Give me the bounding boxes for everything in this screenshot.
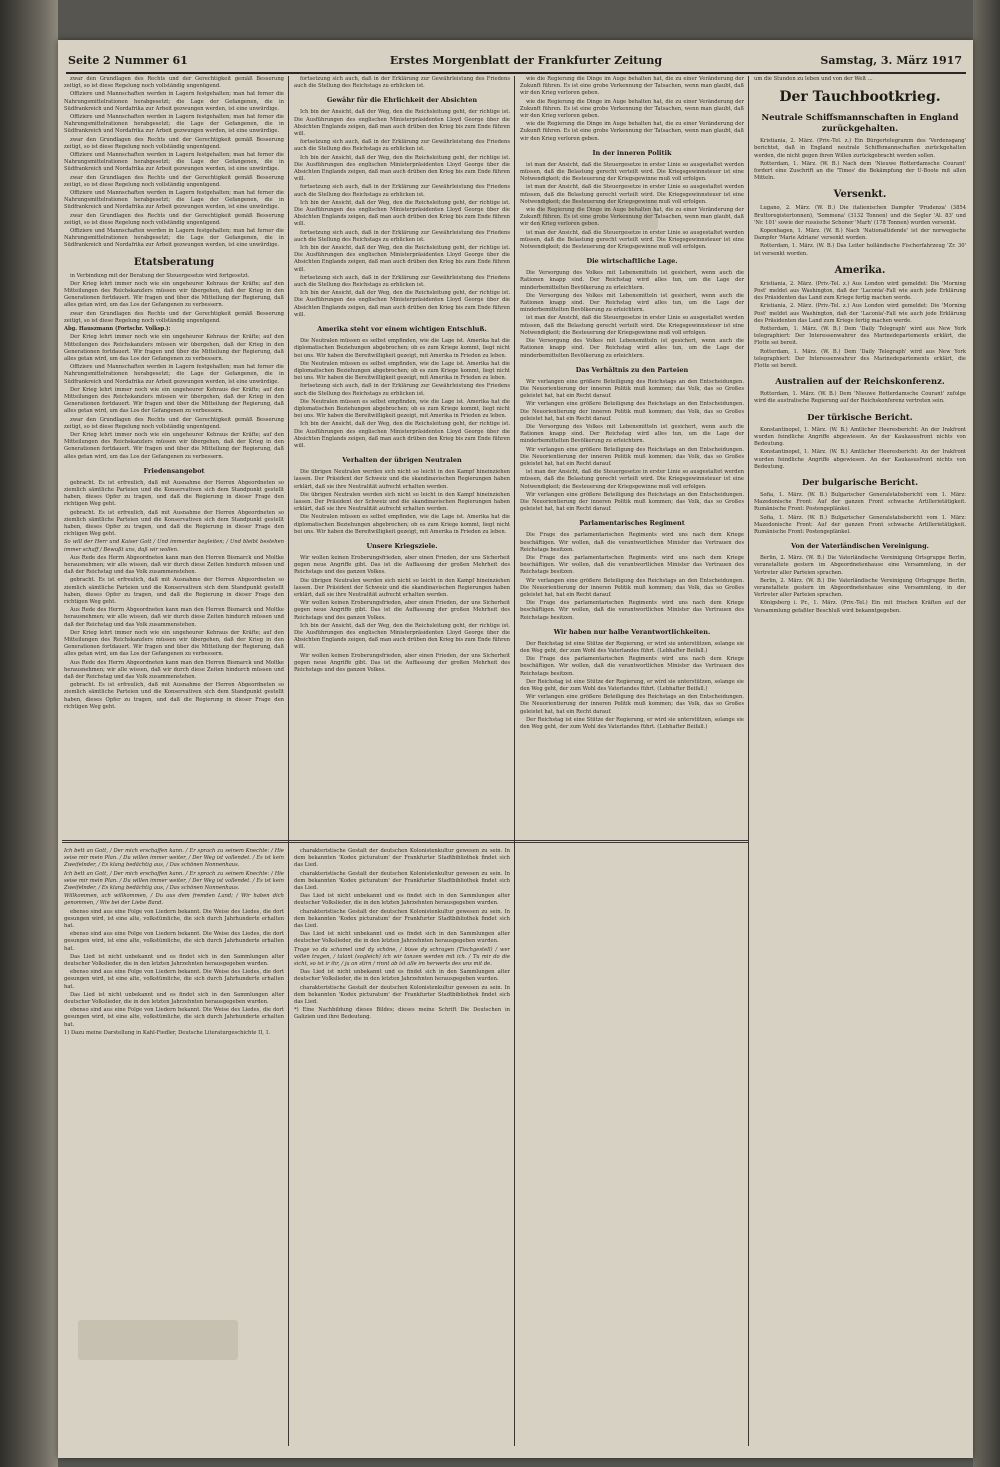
article-paragraph: Offiziere und Mannschaften werden in Lagern festgehalten; man hat ferner die Nahrungsmittelrationen herabgesetzt; die Lage der Gefangenen, die in Südfrankreich und Nordafrika zur Arbeit gezwungen werden, ist eine unwürdige. [64, 190, 284, 211]
news-item: Rotterdam, 1. März. (W. B.) Dem 'Daily Telegraph' wird aus New York telegraphiert: Der Interessenwahrer des Marinedepartements erklärt, die Flotte sei bereit. [754, 326, 966, 347]
article-paragraph: fortsetzung sich auch, daß in der Erklärung zur Gewährleistung des Friedens auch die Stellung des Reichstags zu erblicken ist. [294, 139, 510, 153]
article-paragraph: Der Krieg lehrt immer noch wie ein ungeheurer Kehraus der Kräfte; auf den Mitteilungen des Reichskanzlers müssen wir übergehen, daß der Krieg in den Generationen fortdauert. Wir fragen und über die Mitteilung der Regierung, daß alles getan wird, um das Los der Gefangenen zu verbessern. [64, 334, 284, 362]
news-item: Sofia, 1. März. (W. B.) Bulgarischer Generalstabsbericht vom 1. März: Mazedonische Front: Auf der ganzen Front schwache Artillerietätigkeit. Rumänische Front: Postengeplänkel. [754, 514, 966, 535]
newspaper-page [58, 40, 973, 1458]
column-rule [288, 76, 289, 1446]
section-heading: Australien auf der Reichskonferenz. [775, 376, 945, 387]
speaker-name: Abg. Hauszmann (Fortschr. Volksp.): [64, 326, 171, 333]
section-heading: Der Tauchbootkrieg. [779, 89, 941, 106]
verse-quote: Trage vo da schamel und dy schöne, / bisse dy schragen (Tischgestell) / wer vollen tragen, / talant (sogleich) ich wir tanzen werden mit ich. / Tu mir do die sicht, so ist ir ihr, / ja an stirn / rinnt ab ist alle im herwerts des uns mit de. [294, 946, 510, 968]
article-paragraph: Der Reichstag ist eine Stütze der Regierung, er wird sie unterstützen, solange sie den Weg geht, der zum Wohl des Vaterlandes führt. (Lebhafter Beifall.) [520, 716, 744, 731]
article-paragraph: Der Krieg lehrt immer noch wie ein ungeheurer Kehraus der Kräfte; auf den Mitteilungen des Reichskanzlers müssen wir übergehen, daß der Krieg in den Generationen fortdauert. Wir fragen und über die Mitteilung der Regierung, daß alles getan wird, um das Los der Gefangenen zu verbessern. [64, 629, 284, 658]
article-paragraph: um die Stunden zu leben und von der Welt ... [754, 76, 873, 82]
article-paragraph: wie die Regierung die Dinge im Auge behalten hat, die zu einer Veränderung der Zukunft führen. Es ist eine grobe Verkennung der Tatsachen, wenn man glaubt, daß wir den Krieg verloren geben. [520, 121, 744, 142]
article-paragraph: Wir wollen keinen Eroberungsfrieden, aber einen Frieden, der uns Sicherheit gegen neue Angriffe gibt. Das ist die Auffassung der großen Mehrheit des Reichstags und des ganzen Volkes. [294, 652, 510, 674]
article-paragraph: ist man der Ansicht, daß die Steuergesetze in erster Linie so ausgestaltet werden müssen, daß die Belastung gerecht verteilt wird. Die Kriegsgewinnsteuer ist eine Notwendigkeit; die Besteuerung der Kriegsgewinne muß voll erfolgen. [520, 161, 744, 183]
article-paragraph: ist man der Ansicht, daß die Steuergesetze in erster Linie so ausgestaltet werden müssen, daß die Belastung gerecht verteilt wird. Die Kriegsgewinnsteuer ist eine Notwendigkeit; die Besteuerung der Kriegsgewinne muß voll erfolgen. [520, 315, 744, 336]
article-paragraph: zwar den Grundlagen des Rechts und der Gerechtigkeit gemäß Besserung zeitigt, so ist diese Regelung noch vollständig ungenügend. [64, 136, 284, 150]
news-item: Konstantinopel, 1. März. (W. B.) Amtlicher Heeresbericht: An der Irakfront wurden feindliche Angriffe abgewiesen. An der Kaukasusfront nichts von Bedeutung. [754, 449, 966, 470]
feuilleton-paragraph: Das Lied ist nicht unbekannt und es findet sich in den Sammlungen alter deutscher Volkslieder, die in den letzten Jahrzehnten herausgegeben wurden. [64, 991, 284, 1006]
news-item: Lugano, 2. März. (W. B.) Die italienischen Dampfer 'Prudenza' (3854 Bruttoregistertonnen), 'Sommena' (3132 Tonnen) und die Segler 'Al. 83' und 'Nr. 101' sowie der russische Schoner 'Marh' (178 Tonnen) wurden versenkt. [754, 205, 966, 226]
article-paragraph: zwar den Grundlagen des Rechts und der Gerechtigkeit gemäß Besserung zeitigt, so ist diese Regelung noch vollständig ungenügend. [64, 174, 284, 188]
article-paragraph: gebracht. Es ist erfreulich, daß mit Ausnahme der Herren Abgeordneten so ziemlich sämtliche Parteien und die Konservativen sich dem Standpunkt gestellt haben, dieses Opfer zu tragen, und daß die Regierung in dieser Frage den richtigen Weg geht. [64, 577, 284, 605]
column-3 [520, 76, 744, 1446]
article-paragraph: Ich bin der Ansicht, daß der Weg, den die Reichsleitung geht, der richtige ist. Die Ausführungen des englischen Ministerpräsidenten Lloyd George über die Absichten Englands zeigen, daß man auch drüben den Krieg bis zum Ende führen will. [294, 199, 510, 228]
article-paragraph: ist man der Ansicht, daß die Steuergesetze in erster Linie so ausgestaltet werden müssen, daß die Belastung gerecht verteilt wird. Die Kriegsgewinnsteuer ist eine Notwendigkeit; die Besteuerung der Kriegsgewinne muß voll erfolgen. [520, 229, 744, 251]
article-paragraph: Aus Rede des Herrn Abgeordneten kann man den Herren Bismarck und Moltke herausnehmen; wir alle wissen, daß wir durch diese Zeiten hindurch müssen und daß der Reichstag und das Volk zusammenstehen. [64, 607, 284, 628]
article-paragraph: fortsetzung sich auch, daß in der Erklärung zur Gewährleistung des Friedens auch die Stellung des Reichstags zu erblicken ist. [294, 76, 510, 90]
section-heading: Amerika. [834, 264, 886, 276]
article-paragraph: Wir verlangen eine größere Beteiligung des Reichstags an den Entscheidungen. Die Neuorientierung der inneren Politik muß kommen; das Volk, das so Großes geleistet hat, hat ein Recht darauf. [520, 401, 744, 422]
news-item: Rotterdam, 1. März. (W. B.) Dem 'Nieuwe Rotterdamsche Courant' zufolge wird die australische Regierung auf der Reichskonferenz vertreten sein. [754, 391, 966, 405]
article-paragraph: Wir wollen keinen Eroberungsfrieden, aber einen Frieden, der uns Sicherheit gegen neue Angriffe gibt. Das ist die Auffassung der großen Mehrheit des Reichstags und des ganzen Volkes. [294, 554, 510, 576]
article-paragraph: fortsetzung sich auch, daß in der Erklärung zur Gewährleistung des Friedens auch die Stellung des Reichstags zu erblicken ist. [294, 274, 510, 289]
article-paragraph: wie die Regierung die Dinge im Auge behalten hat, die zu einer Veränderung der Zukunft führen. Es ist eine grobe Verkennung der Tatsachen, wenn man glaubt, daß wir den Krieg verloren geben. [520, 207, 744, 228]
feuilleton-paragraph: charakteristische Gestalt der deutschen Kolonistenkultur gewesen zu sein. In dem bekannten 'Kodex picturatum' der Frankfurter Stadtbibliothek findet sich das Lied. [294, 908, 510, 930]
article-paragraph: zwar den Grundlagen des Rechts und der Gerechtigkeit gemäß Besserung zeitigt, so ist diese Regelung noch vollständig ungenügend. [64, 76, 284, 90]
feuilleton-paragraph: ebenso sind aus eine Folge von Liedern bekannt. Die Weise des Liedes, die dort gesungen wird, ist eine alte, volkstümliche, die sich durch Jahrhunderte erhalten hat. [64, 908, 284, 930]
news-item: Kopenhagen, 1. März. (W. B.) Nach 'Nationaltidende' ist der norwegische Dampfer 'Marie Adriane' versenkt worden. [754, 228, 966, 242]
article-paragraph: Die Neutralen müssen es selbst empfinden, wie die Lage ist. Amerika hat die diplomatischen Beziehungen abgebrochen; ob es zum Kriege kommt, liegt nicht bei uns. Wir haben die Bereitwilligkeit gezeigt, mit Amerika in Frieden zu leben. [294, 338, 510, 359]
section-heading: Die wirtschaftliche Lage. [586, 257, 678, 266]
feuilleton-paragraph: ebenso sind aus eine Folge von Liedern bekannt. Die Weise des Liedes, die dort gesungen wird, ist eine alte, volkstümliche, die sich durch Jahrhunderte erhalten hat. [64, 969, 284, 990]
news-item: Sofia, 1. März. (W. B.) Bulgarischer Generalstabsbericht vom 1. März: Mazedonische Front: Auf der ganzen Front schwache Artillerietätigkeit. Rumänische Front: Postengeplänkel. [754, 491, 966, 513]
article-paragraph: Wir wollen keinen Eroberungsfrieden, aber einen Frieden, der uns Sicherheit gegen neue Angriffe gibt. Das ist die Auffassung der großen Mehrheit des Reichstags und des ganzen Volkes. [294, 600, 510, 621]
footnote: 1) Dazu meine Darstellung in Kahl-Fiedler, Deutsche Literaturgeschichte II, 1. [64, 1029, 271, 1036]
article-paragraph: Wir verlangen eine größere Beteiligung des Reichstags an den Entscheidungen. Die Neuorientierung der inneren Politik muß kommen; das Volk, das so Großes geleistet hat, hat ein Recht darauf. [520, 491, 744, 513]
news-item: Konstantinopel, 1. März. (W. B.) Amtlicher Heeresbericht: An der Irakfront wurden feindliche Angriffe abgewiesen. An der Kaukasusfront nichts von Bedeutung. [754, 426, 966, 448]
section-heading: Der türkische Bericht. [807, 411, 913, 422]
section-heading: Von der Vaterländischen Vereinigung. [791, 542, 929, 551]
article-paragraph: gebracht. Es ist erfreulich, daß mit Ausnahme der Herren Abgeordneten so ziemlich sämtliche Parteien und die Konservativen sich dem Standpunkt gestellt haben, dieses Opfer zu tragen, und daß die Regierung in dieser Frage den richtigen Weg geht. [64, 509, 284, 538]
article-paragraph: Die Frage des parlamentarischen Regiments wird uns nach dem Kriege beschäftigen. Wir wollen, daß die verantwortlichen Minister das Vertrauen des Reichstags besitzen. [520, 600, 744, 621]
section-heading: In der inneren Politik [592, 148, 672, 157]
article-paragraph: Offiziere und Mannschaften werden in Lagern festgehalten; man hat ferner die Nahrungsmittelrationen herabgesetzt; die Lage der Gefangenen, die in Südfrankreich und Nordafrika zur Arbeit gezwungen werden, ist eine unwürdige. [64, 91, 284, 112]
article-paragraph: Die Frage des parlamentarischen Regiments wird uns nach dem Kriege beschäftigen. Wir wollen, daß die verantwortlichen Minister das Vertrauen des Reichstags besitzen. [520, 554, 744, 576]
section-heading: Verhalten der übrigen Neutralen [342, 456, 462, 465]
column-rule [748, 76, 749, 1446]
paper-stain [78, 1320, 238, 1360]
feuilleton-paragraph: ebenso sind aus eine Folge von Liedern bekannt. Die Weise des Liedes, die dort gesungen wird, ist eine alte, volkstümliche, die sich durch Jahrhunderte erhalten hat. [64, 1007, 284, 1028]
article-paragraph: fortsetzung sich auch, daß in der Erklärung zur Gewährleistung des Friedens auch die Stellung des Reichstags zu erblicken ist. [294, 184, 510, 198]
page-number: Seite 2 Nummer 61 [68, 54, 188, 67]
article-paragraph: Ich bin der Ansicht, daß der Weg, den die Reichsleitung geht, der richtige ist. Die Ausführungen des englischen Ministerpräsidenten Lloyd George über die Absichten Englands zeigen, daß man auch drüben den Krieg bis zum Ende führen will. [294, 290, 510, 318]
article-paragraph: Die Neutralen müssen es selbst empfinden, wie die Lage ist. Amerika hat die diplomatischen Beziehungen abgebrochen; ob es zum Kriege kommt, liegt nicht bei uns. Wir haben die Bereitwilligkeit gezeigt, mit Amerika in Frieden zu leben. [294, 360, 510, 382]
article-paragraph: Die Neutralen müssen es selbst empfinden, wie die Lage ist. Amerika hat die diplomatischen Beziehungen abgebrochen; ob es zum Kriege kommt, liegt nicht bei uns. Wir haben die Bereitwilligkeit gezeigt, mit Amerika in Frieden zu leben. [294, 398, 510, 420]
feuilleton-paragraph: Das Lied ist nicht unbekannt und es findet sich in den Sammlungen alter deutscher Volkslieder, die in den letzten Jahrzehnten herausgegeben wurden. [294, 969, 510, 983]
feuilleton-paragraph: Das Lied ist nicht unbekannt und es findet sich in den Sammlungen alter deutscher Volkslieder, die in den letzten Jahrzehnten herausgegeben wurden. [64, 953, 284, 968]
article-intro: in Verbindung mit der Beratung der Steuergesetze wird fortgesetzt. [70, 272, 250, 279]
article-paragraph: Der Krieg lehrt immer noch wie ein ungeheurer Kehraus der Kräfte; auf den Mitteilungen des Reichskanzlers müssen wir übergehen, daß der Krieg in den Generationen fortdauert. Wir fragen und über die Mitteilung der Regierung, daß alles getan wird, um das Los der Gefangenen zu verbessern. [64, 431, 284, 460]
verse-quote: Willkommen, ach willkommen, / Du aus dem fremden Land; / Wir haben dich genommen, / Wie bei der Liebe Band. [64, 893, 284, 907]
feuilleton-paragraph: Das Lied ist nicht unbekannt und es findet sich in den Sammlungen alter deutscher Volkslieder, die in den letzten Jahrzehnten herausgegeben wurden. [294, 931, 510, 945]
section-subheading: Neutrale Schiffsmannschaften in England zurückgehalten. [761, 112, 959, 134]
issue-date: Samstag, 3. März 1917 [820, 54, 962, 67]
article-paragraph: Offiziere und Mannschaften werden in Lagern festgehalten; man hat ferner die Nahrungsmittelrationen herabgesetzt; die Lage der Gefangenen, die in Südfrankreich und Nordafrika zur Arbeit gezwungen werden, ist eine unwürdige. [64, 364, 284, 385]
article-paragraph: Die übrigen Neutralen werden sich nicht so leicht in den Kampf hineinziehen lassen. Der Präsident der Schweiz und die skandinavischen Regierungen haben erklärt, daß sie ihre Neutralität aufrecht erhalten werden. [294, 469, 510, 490]
news-item: Kristiania, 2. März. (Priv.-Tel. z.) Ein Bürgertelegramm des 'Verdensgang' berichtet, daß in England neutrale Schiffsmannschaften zurückgehalten werden, die nicht gegen ihren Willen zurückgebracht werden sollen. [754, 138, 966, 159]
footnote: *) Eine Nachbildung dieses Bildes; dieses meine Schrift Die Deutschen in Galizien und ihre Bedeutung. [294, 1007, 510, 1021]
verse-quote: So will der Herr und Kaiser Gott / Und immerdar begleiten; / Und bleibt bestehen immer schaff / Bewußt uns, daß wir wollen. [64, 539, 284, 553]
feuilleton-paragraph: ebenso sind aus eine Folge von Liedern bekannt. Die Weise des Liedes, die dort gesungen wird, ist eine alte, volkstümliche, die sich durch Jahrhunderte erhalten hat. [64, 931, 284, 952]
article-paragraph: gebracht. Es ist erfreulich, daß mit Ausnahme der Herren Abgeordneten so ziemlich sämtliche Parteien und die Konservativen sich dem Standpunkt gestellt haben, dieses Opfer zu tragen, und daß die Regierung in dieser Frage den richtigen Weg geht. [64, 682, 284, 710]
article-paragraph: Offiziere und Mannschaften werden in Lagern festgehalten; man hat ferner die Nahrungsmittelrationen herabgesetzt; die Lage der Gefangenen, die in Südfrankreich und Nordafrika zur Arbeit gezwungen werden, ist eine unwürdige. [64, 152, 284, 173]
column-4 [754, 76, 966, 1446]
article-paragraph: Ich bin der Ansicht, daß der Weg, den die Reichsleitung geht, der richtige ist. Die Ausführungen des englischen Ministerpräsidenten Lloyd George über die Absichten Englands zeigen, daß man auch drüben den Krieg bis zum Ende führen will. [294, 154, 510, 183]
page-edge [973, 0, 1000, 1467]
article-paragraph: Offiziere und Mannschaften werden in Lagern festgehalten; man hat ferner die Nahrungsmittelrationen herabgesetzt; die Lage der Gefangenen, die in Südfrankreich und Nordafrika zur Arbeit gezwungen werden, ist eine unwürdige. [64, 228, 284, 249]
article-paragraph: wie die Regierung die Dinge im Auge behalten hat, die zu einer Veränderung der Zukunft führen. Es ist eine grobe Verkennung der Tatsachen, wenn man glaubt, daß wir den Krieg verloren geben. [520, 76, 744, 97]
verse-quote: Ich bett an Gott, / Der mich erschaffen kann. / Er sprach zu seinem Knechte: / Hie seise mir mein Plan. / Du willen immer weiter, / Der Weg ist vollendet. / Es ist kein Zweifelnder, / Es klang bedächtig aus, / Das schönen Nonnenhaus. [64, 848, 284, 869]
paper-stain [538, 200, 658, 230]
article-paragraph: gebracht. Es ist erfreulich, daß mit Ausnahme der Herren Abgeordneten so ziemlich sämtliche Parteien und die Konservativen sich dem Standpunkt gestellt haben, dieses Opfer zu tragen, und daß die Regierung in dieser Frage den richtigen Weg geht. [64, 479, 284, 508]
article-paragraph: Die Versorgung des Volkes mit Lebensmitteln ist gesichert, wenn auch die Rationen knapp sind. Der Reichstag wird alles tun, um die Lage der minderbemittelten Bevölkerung zu erleichtern. [520, 338, 744, 359]
article-paragraph: Wir verlangen eine größere Beteiligung des Reichstags an den Entscheidungen. Die Neuorientierung der inneren Politik muß kommen; das Volk, das so Großes geleistet hat, hat ein Recht darauf. [520, 446, 744, 467]
article-paragraph: Ich bin der Ansicht, daß der Weg, den die Reichsleitung geht, der richtige ist. Die Ausführungen des englischen Ministerpräsidenten Lloyd George über die Absichten Englands zeigen, daß man auch drüben den Krieg bis zum Ende führen will. [294, 245, 510, 273]
article-paragraph: Der Krieg lehrt immer noch wie ein ungeheurer Kehraus der Kräfte; auf den Mitteilungen des Reichskanzlers müssen wir übergehen, daß der Krieg in den Generationen fortdauert. Wir fragen und über die Mitteilung der Regierung, daß alles getan wird, um das Los der Gefangenen zu verbessern. [64, 386, 284, 415]
article-paragraph: Die übrigen Neutralen werden sich nicht so leicht in den Kampf hineinziehen lassen. Der Präsident der Schweiz und die skandinavischen Regierungen haben erklärt, daß sie ihre Neutralität aufrecht erhalten werden. [294, 577, 510, 598]
verse-quote: Ich bett an Gott, / Der mich erschaffen kann. / Er sprach zu seinem Knechte: / Hie seise mir mein Plan. / Du willen immer weiter, / Der Weg ist vollendet. / Es ist kein Zweifelnder, / Es klang bedächtig aus, / Das schönen Nonnenhaus. [64, 870, 284, 892]
article-paragraph: zwar den Grundlagen des Rechts und der Gerechtigkeit gemäß Besserung zeitigt, so ist diese Regelung noch vollständig ungenügend. [64, 212, 284, 226]
section-heading: Etatsberatung [133, 256, 215, 268]
news-item: Kristiania, 2. März. (Priv.-Tel. z.) Aus London wird gemeldet: Die 'Morning Post' meldet aus Washington, daß der 'Laconia'-Fall wie auch jede Erklärung des Präsidenten das Land zum Kriege fertig machen werde. [754, 303, 966, 324]
article-paragraph: ist man der Ansicht, daß die Steuergesetze in erster Linie so ausgestaltet werden müssen, daß die Belastung gerecht verteilt wird. Die Kriegsgewinnsteuer ist eine Notwendigkeit; die Besteuerung der Kriegsgewinne muß voll erfolgen. [520, 469, 744, 490]
news-item: Rotterdam, 1. März. (W. B.) Nach dem 'Nieuwe Rotterdamsche Courant' fordert eine Zuschrift an die 'Times' die Bekämpfung der U-Boote mit allen Mitteln. [754, 160, 966, 182]
article-paragraph: Die Frage des parlamentarischen Regiments wird uns nach dem Kriege beschäftigen. Wir wollen, daß die verantwortlichen Minister das Vertrauen des Reichstags besitzen. [520, 532, 744, 553]
article-paragraph: Wir verlangen eine größere Beteiligung des Reichstags an den Entscheidungen. Die Neuorientierung der inneren Politik muß kommen; das Volk, das so Großes geleistet hat, hat ein Recht darauf. [520, 577, 744, 598]
feuilleton-column-2 [294, 848, 510, 1448]
feuilleton-paragraph: charakteristische Gestalt der deutschen Kolonistenkultur gewesen zu sein. In dem bekannten 'Kodex picturatum' der Frankfurter Stadtbibliothek findet sich das Lied. [294, 984, 510, 1006]
article-paragraph: Die Versorgung des Volkes mit Lebensmitteln ist gesichert, wenn auch die Rationen knapp sind. Der Reichstag wird alles tun, um die Lage der minderbemittelten Bevölkerung zu erleichtern. [520, 270, 744, 291]
article-paragraph: Ich bin der Ansicht, daß der Weg, den die Reichsleitung geht, der richtige ist. Die Ausführungen des englischen Ministerpräsidenten Lloyd George über die Absichten Englands zeigen, daß man auch drüben den Krieg bis zum Ende führen will. [294, 421, 510, 449]
article-paragraph: Die Neutralen müssen es selbst empfinden, wie die Lage ist. Amerika hat die diplomatischen Beziehungen abgebrochen; ob es zum Kriege kommt, liegt nicht bei uns. Wir haben die Bereitwilligkeit gezeigt, mit Amerika in Frieden zu leben. [294, 514, 510, 535]
article-paragraph: Die übrigen Neutralen werden sich nicht so leicht in den Kampf hineinziehen lassen. Der Präsident der Schweiz und die skandinavischen Regierungen haben erklärt, daß sie ihre Neutralität aufrecht erhalten werden. [294, 491, 510, 513]
article-paragraph: Der Reichstag ist eine Stütze der Regierung, er wird sie unterstützen, solange sie den Weg geht, der zum Wohl des Vaterlandes führt. (Lebhafter Beifall.) [520, 678, 744, 693]
article-paragraph: Die Frage des parlamentarischen Regiments wird uns nach dem Kriege beschäftigen. Wir wollen, daß die verantwortlichen Minister das Vertrauen des Reichstags besitzen. [520, 656, 744, 677]
section-heading: Amerika steht vor einem wichtigen Entschluß. [317, 325, 487, 334]
news-item: Rotterdam, 1. März. (W. B.) Das Leiter holländische Fischerfahrzeug 'Zr. 30' ist versenkt worden. [754, 243, 966, 257]
article-paragraph: Offiziere und Mannschaften werden in Lagern festgehalten; man hat ferner die Nahrungsmittelrationen herabgesetzt; die Lage der Gefangenen, die in Südfrankreich und Nordafrika zur Arbeit gezwungen werden, ist eine unwürdige. [64, 114, 284, 135]
article-paragraph: Aus Rede des Herrn Abgeordneten kann man den Herren Bismarck und Moltke herausnehmen; wir alle wissen, daß wir durch diese Zeiten hindurch müssen und daß der Reichstag und das Volk zusammenstehen. [64, 554, 284, 576]
article-paragraph: Der Krieg lehrt immer noch wie ein ungeheurer Kehraus der Kräfte; auf den Mitteilungen des Reichskanzlers müssen wir übergehen, daß der Krieg in den Generationen fortdauert. Wir fragen und über die Mitteilung der Regierung, daß alles getan wird, um das Los der Gefangenen zu verbessern. [64, 280, 284, 309]
section-heading: Parlamentarisches Regiment [579, 519, 685, 528]
feuilleton-paragraph: charakteristische Gestalt der deutschen Kolonistenkultur gewesen zu sein. In dem bekannten 'Kodex picturatum' der Frankfurter Stadtbibliothek findet sich das Lied. [294, 848, 510, 869]
article-paragraph: Die Versorgung des Volkes mit Lebensmitteln ist gesichert, wenn auch die Rationen knapp sind. Der Reichstag wird alles tun, um die Lage der minderbemittelten Bevölkerung zu erleichtern. [520, 423, 744, 445]
section-heading: Gewähr für die Ehrlichkeit der Absichten [326, 96, 478, 105]
section-heading: Der bulgarische Bericht. [801, 476, 919, 487]
article-paragraph: zwar den Grundlagen des Rechts und der Gerechtigkeit gemäß Besserung zeitigt, so ist diese Regelung noch vollständig ungenügend. [64, 310, 284, 324]
article-paragraph: Ich bin der Ansicht, daß der Weg, den die Reichsleitung geht, der richtige ist. Die Ausführungen des englischen Ministerpräsidenten Lloyd George über die Absichten Englands zeigen, daß man auch drüben den Krieg bis zum Ende führen will. [294, 622, 510, 651]
section-heading: Unsere Kriegsziele. [366, 541, 438, 550]
article-paragraph: Wir verlangen eine größere Beteiligung des Reichstags an den Entscheidungen. Die Neuorientierung der inneren Politik muß kommen; das Volk, das so Großes geleistet hat, hat ein Recht darauf. [520, 378, 744, 400]
feuilleton-paragraph: Das Lied ist nicht unbekannt und es findet sich in den Sammlungen alter deutscher Volkslieder, die in den letzten Jahrzehnten herausgegeben wurden. [294, 893, 510, 907]
newspaper-title: Erstes Morgenblatt der Frankfurter Zeitung [389, 54, 663, 67]
article-paragraph: ist man der Ansicht, daß die Steuergesetze in erster Linie so ausgestaltet werden müssen, daß die Belastung gerecht verteilt wird. Die Kriegsgewinnsteuer ist eine Notwendigkeit; die Besteuerung der Kriegsgewinne muß voll erfolgen. [520, 184, 744, 205]
column-2 [294, 76, 510, 836]
article-paragraph: Ich bin der Ansicht, daß der Weg, den die Reichsleitung geht, der richtige ist. Die Ausführungen des englischen Ministerpräsidenten Lloyd George über die Absichten Englands zeigen, daß man auch drüben den Krieg bis zum Ende führen will. [294, 109, 510, 138]
column-1 [64, 76, 284, 836]
article-paragraph: fortsetzung sich auch, daß in der Erklärung zur Gewährleistung des Friedens auch die Stellung des Reichstags zu erblicken ist. [294, 383, 510, 397]
article-paragraph: Wir verlangen eine größere Beteiligung des Reichstags an den Entscheidungen. Die Neuorientierung der inneren Politik muß kommen; das Volk, das so Großes geleistet hat, hat ein Recht darauf. [520, 694, 744, 715]
section-heading: Das Verhältnis zu den Parteien [575, 365, 689, 374]
column-rule [514, 76, 515, 1446]
article-paragraph: zwar den Grundlagen des Rechts und der Gerechtigkeit gemäß Besserung zeitigt, so ist diese Regelung noch vollständig ungenügend. [64, 416, 284, 430]
article-paragraph: Die Versorgung des Volkes mit Lebensmitteln ist gesichert, wenn auch die Rationen knapp sind. Der Reichstag wird alles tun, um die Lage der minderbemittelten Bevölkerung zu erleichtern. [520, 292, 744, 314]
book-spine [0, 0, 58, 1467]
news-item: Rotterdam, 1. März. (W. B.) Dem 'Daily Telegraph' wird aus New York telegraphiert: Der Interessenwahrer des Marinedepartements erklärt, die Flotte sei bereit. [754, 348, 966, 370]
feuilleton-paragraph: charakteristische Gestalt der deutschen Kolonistenkultur gewesen zu sein. In dem bekannten 'Kodex picturatum' der Frankfurter Stadtbibliothek findet sich das Lied. [294, 870, 510, 892]
news-item: Königsberg i. Pr., 1. März. (Priv.-Tel.) Ein mit frischen Kräften auf der Versammlung gefaßter Beschluß wird bekanntgegeben. [754, 600, 966, 614]
masthead [66, 50, 966, 74]
section-heading: Friedensangebot [143, 466, 205, 475]
news-item: Kristiania, 2. März. (Priv.-Tel. z.) Aus London wird gemeldet: Die 'Morning Post' meldet aus Washington, daß der 'Laconia'-Fall wie auch jede Erklärung des Präsidenten das Land zum Kriege fertig machen werde. [754, 280, 966, 302]
news-item: Berlin, 2. März. (W. B.) Die Vaterländische Vereinigung Ortsgruppe Berlin, veranstaltete gestern im Abgeordnetenhause eine Versammlung, in der Vertreter aller Parteien sprachen. [754, 577, 966, 599]
article-paragraph: Aus Rede des Herrn Abgeordneten kann man den Herren Bismarck und Moltke herausnehmen; wir alle wissen, daß wir durch diese Zeiten hindurch müssen und daß der Reichstag und das Volk zusammenstehen. [64, 659, 284, 681]
article-paragraph: fortsetzung sich auch, daß in der Erklärung zur Gewährleistung des Friedens auch die Stellung des Reichstags zu erblicken ist. [294, 229, 510, 243]
section-heading: Versenkt. [833, 189, 887, 201]
section-heading: Wir haben nur halbe Verantwortlichkeiten. [553, 627, 711, 636]
article-paragraph: Der Reichstag ist eine Stütze der Regierung, er wird sie unterstützen, solange sie den Weg geht, der zum Wohl des Vaterlandes führt. (Lebhafter Beifall.) [520, 640, 744, 654]
news-item: Berlin, 2. März. (W. B.) Die Vaterländische Vereinigung Ortsgruppe Berlin, veranstaltete gestern im Abgeordnetenhause eine Versammlung, in der Vertreter aller Parteien sprachen. [754, 555, 966, 576]
article-paragraph: wie die Regierung die Dinge im Auge behalten hat, die zu einer Veränderung der Zukunft führen. Es ist eine grobe Verkennung der Tatsachen, wenn man glaubt, daß wir den Krieg verloren geben. [520, 98, 744, 120]
